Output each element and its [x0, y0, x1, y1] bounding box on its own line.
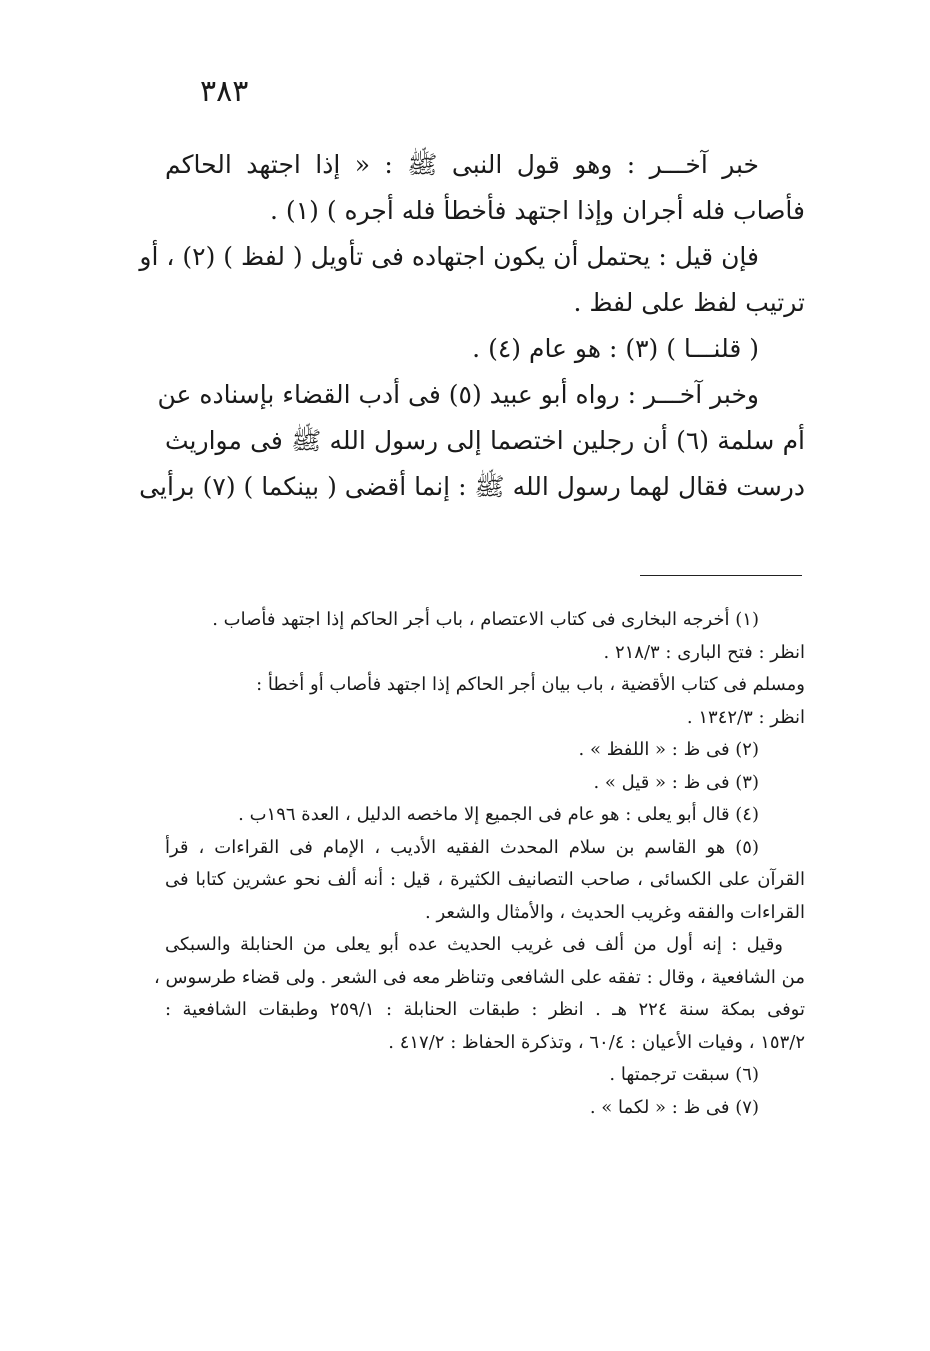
text-line: وخبر آخـــر : رواه أبو عبيد (٥) فى أدب القضاء بإسناده عن — [157, 380, 759, 409]
paragraph-3 — [165, 326, 805, 372]
text-line: أم سلمة (٦) أن رجلين اختصما إلى رسول الله ﷺ فى مواريث — [165, 426, 805, 455]
text-line: درست فقال لهما رسول الله ﷺ : إنما أقضى ( بينكما ) (٧) برأيى — [139, 472, 805, 501]
footnote-line: ومسلم فى كتاب الأقضية ، باب بيان أجر الحاكم إذا اجتهد فأصاب أو أخطأ : — [256, 674, 805, 695]
text-line: ( قلنـــا ) (٣) : هو عام (٤) . — [472, 334, 759, 363]
footnote-line: (١) أخرجه البخارى فى كتاب الاعتصام ، باب أجر الحاكم إذا اجتهد فأصاب . — [212, 609, 759, 630]
footnote-line: توفى بمكة سنة ٢٢٤ هـ . انظر : طبقات الحنابلة : ٢٥٩/١ وطبقات الشافعية : — [165, 999, 805, 1020]
page-number: ٣٨٣ — [200, 74, 249, 109]
main-text — [139, 142, 805, 510]
footnote-line: (٤) قال أبو يعلى : هو عام فى الجميع إلا ماخصه الدليل ، العدة ١٩٦ب . — [238, 804, 759, 825]
footnote-line: ١٥٣/٢ ، وفيات الأعيان : ٦٠/٤ ، وتذكرة الحفاظ : ٤١٧/٢ . — [388, 1031, 805, 1053]
paragraph-2 — [139, 234, 805, 326]
footnote-line: (٦) سبقت ترجمتها . — [609, 1064, 759, 1085]
footnote-line: وقيل : إنه أول من ألف فى غريب الحديث عده أبو يعلى من الحنابلة والسبكى — [165, 934, 783, 955]
footnote-separator — [640, 575, 802, 576]
footnote-line: القراءات والفقه وغريب الحديث ، والأمثال والشعر . — [425, 901, 805, 923]
text-line: خبر آخـــر : وهو قول النبى ﷺ : « إذا اجتهد الحاكم — [165, 150, 759, 179]
paragraph-4 — [139, 372, 805, 510]
text-line: فإن قيل : يحتمل أن يكون اجتهاده فى تأويل ( لفظ ) (٢) ، أو — [139, 242, 759, 271]
footnote-line: (٢) فى ظ : « اللفظ » . — [578, 739, 759, 760]
footnote-line: (٣) فى ظ : « قيل » . — [593, 771, 759, 793]
text-line: ترتيب لفظ على لفظ . — [573, 288, 805, 317]
text-line: فأصاب فله أجران وإذا اجتهد فأخطأ فله أجره ) (١) . — [270, 196, 805, 225]
footnotes — [153, 604, 805, 1124]
footnote-line: انظر : فتح البارى : ٢١٨/٣ . — [603, 641, 805, 663]
paragraph-1 — [165, 142, 805, 234]
footnote-line: من الشافعية ، وقال : تفقه على الشافعى وتناظر معه فى الشعر . ولى قضاء طرسوس ، — [153, 966, 805, 988]
footnote-line: (٧) فى ظ : « لكما » . — [589, 1096, 759, 1118]
footnote-line: (٥) هو القاسم بن سلام المحدث الفقيه الأديب ، الإمام فى القراءات ، قرأ — [165, 836, 759, 858]
footnote-line: انظر : ١٣٤٢/٣ . — [686, 706, 805, 728]
footnote-line: القرآن على الكسائى ، صاحب التصانيف الكثيرة ، قيل : أنه ألف نحو عشرين كتابا فى — [165, 869, 805, 890]
